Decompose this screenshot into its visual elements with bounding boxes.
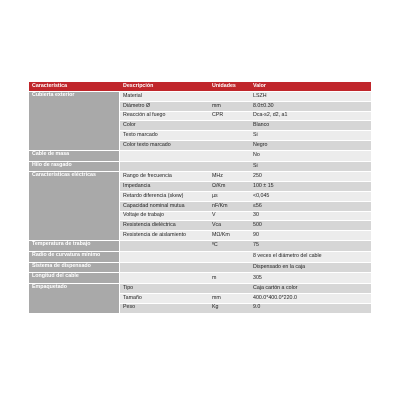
table-row (29, 151, 371, 162)
value-cell: 500 (250, 221, 371, 231)
value-cell: Dispensado en la caja (250, 263, 371, 274)
description-cell: Peso (120, 304, 209, 314)
header-valor: Valor (250, 82, 371, 92)
value-cell: Dca-s2, d2, a1 (250, 112, 371, 122)
description-cell: Resistencia de aislamiento (120, 231, 209, 241)
value-cell: 8.0±0.30 (250, 102, 371, 112)
value-cell: Si (250, 162, 371, 173)
unit-cell: Kg (209, 304, 250, 314)
value-cell: Negro (250, 141, 371, 151)
category-cell: Sistema de dispensado (29, 263, 120, 274)
category-cell: Hilo de rasgado (29, 162, 120, 173)
unit-cell: V (209, 212, 250, 222)
description-cell: Tipo (120, 284, 209, 294)
unit-cell: MΩ/Km (209, 231, 250, 241)
unit-cell: m (209, 273, 250, 284)
header-row (29, 82, 371, 92)
category-cell: Características eléctricas (29, 172, 120, 241)
unit-cell (209, 151, 250, 162)
value-cell: 305 (250, 273, 371, 284)
unit-cell (209, 263, 250, 274)
unit-cell: CPR (209, 112, 250, 122)
description-cell (120, 252, 209, 263)
unit-cell: µs (209, 192, 250, 202)
unit-cell (209, 162, 250, 173)
value-cell: Caja cartón a color (250, 284, 371, 294)
spec-table (29, 82, 371, 314)
category-cell: Temperatura de trabajo (29, 241, 120, 252)
unit-cell: Ω/Km (209, 182, 250, 192)
description-cell: Tamaño (120, 294, 209, 304)
description-cell: Rango de frecuencia (120, 172, 209, 182)
unit-cell (209, 252, 250, 263)
description-cell: Resistencia dieléctrica (120, 221, 209, 231)
description-cell (120, 273, 209, 284)
header-descripcion: Descripción (120, 82, 209, 92)
category-cell: Empaquetado (29, 284, 120, 313)
header-unidades: Unidades (209, 82, 250, 92)
table-row (29, 241, 371, 252)
category-cell: Cable de masa (29, 151, 120, 162)
spec-table-header (29, 82, 371, 92)
table-row (29, 172, 371, 182)
unit-cell: mm (209, 294, 250, 304)
category-cell: Radio de curvatura mínimo (29, 252, 120, 263)
value-cell: 400.0*400.0*220.0 (250, 294, 371, 304)
unit-cell: mm (209, 102, 250, 112)
value-cell: 30 (250, 212, 371, 222)
table-row (29, 92, 371, 102)
unit-cell: MHz (209, 172, 250, 182)
table-row (29, 273, 371, 284)
table-row (29, 252, 371, 263)
header-caracteristica: Característica (29, 82, 120, 92)
description-cell (120, 263, 209, 274)
unit-cell (209, 141, 250, 151)
value-cell: 9.0 (250, 304, 371, 314)
description-cell: Impedancia (120, 182, 209, 192)
description-cell (120, 151, 209, 162)
value-cell: Blanco (250, 121, 371, 131)
table-row (29, 284, 371, 294)
value-cell: No (250, 151, 371, 162)
description-cell: Color texto marcado (120, 141, 209, 151)
value-cell: 250 (250, 172, 371, 182)
unit-cell: nF/Km (209, 202, 250, 212)
category-cell: Longitud del cable (29, 273, 120, 284)
description-cell: Retardo diferencia (skew) (120, 192, 209, 202)
unit-cell (209, 121, 250, 131)
value-cell: <0,045 (250, 192, 371, 202)
table-row (29, 162, 371, 173)
table-row (29, 263, 371, 274)
description-cell: Material (120, 92, 209, 102)
unit-cell (209, 92, 250, 102)
value-cell: LSZH (250, 92, 371, 102)
spec-table-body (29, 92, 371, 314)
description-cell: Voltaje de trabajo (120, 212, 209, 222)
description-cell (120, 162, 209, 173)
unit-cell (209, 131, 250, 141)
category-cell: Cubierta exterior (29, 92, 120, 151)
value-cell: 8 veces el diámetro del cable (250, 252, 371, 263)
description-cell: Reacción al fuego (120, 112, 209, 122)
description-cell: Capacidad nominal mutua (120, 202, 209, 212)
value-cell: 75 (250, 241, 371, 252)
unit-cell (209, 284, 250, 294)
value-cell: 90 (250, 231, 371, 241)
description-cell (120, 241, 209, 252)
value-cell: 100 ± 15 (250, 182, 371, 192)
value-cell: Si (250, 131, 371, 141)
description-cell: Texto marcado (120, 131, 209, 141)
unit-cell: ºC (209, 241, 250, 252)
description-cell: Diámetro Ø (120, 102, 209, 112)
unit-cell: Vca (209, 221, 250, 231)
description-cell: Color (120, 121, 209, 131)
value-cell: ≤56 (250, 202, 371, 212)
